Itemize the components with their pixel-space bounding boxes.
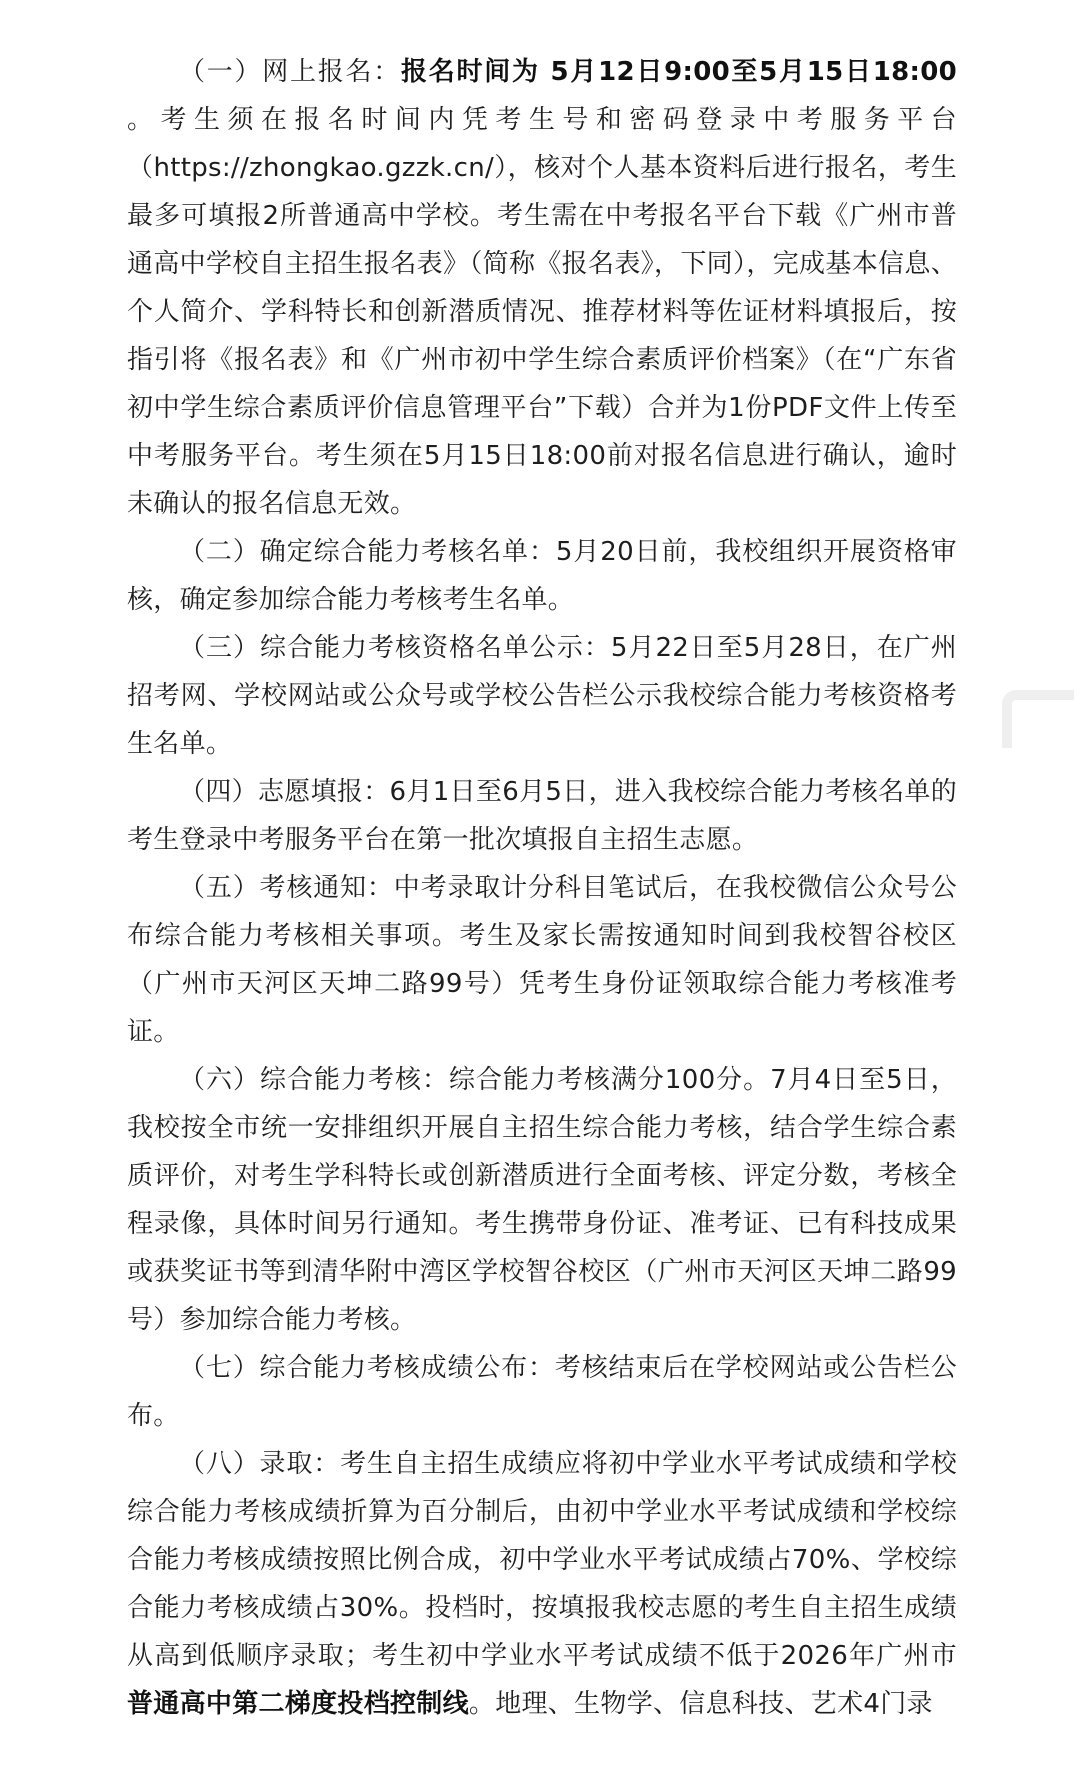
section-5-body: （五）考核通知：中考录取计分科目笔试后，在我校微信公众号公布综合能力考核相关事项。考生及家长需按通知时间到我校智谷校区（广州市天河区天坤二路99号）凭考生身份证领取综合能力考核准考证。	[127, 873, 957, 1047]
document-body	[127, 48, 957, 1728]
section-2-assessment-list	[127, 528, 957, 624]
section-8-body: （八）录取：考生自主招生成绩应将初中学业水平考试成绩和学校综合能力考核成绩折算为百分制后，由初中学业水平考试成绩和学校综合能力考核成绩按照比例合成，初中学业水平考试成绩占70%、学校综合能力考核成绩占30%。投档时，按填报我校志愿的考生自主招生成绩从高到低顺序录取；考生初中学业水平考试成绩不低于2026年广州市	[127, 1449, 957, 1671]
section-5-notice	[127, 864, 957, 1056]
section-8-tail: 。地理、生物学、信息科技、艺术4门录	[468, 1689, 933, 1719]
section-1-body: 。考生须在报名时间内凭考生号和密码登录中考服务平台（https://zhongkao.gzzk.cn/），核对个人基本资料后进行报名，考生最多可填报2所普通高中学校。考生需在中考报名平台下载《广州市普通高中学校自主招生报名表》（简称《报名表》，下同），完成基本信息、个人简介、学科特长和创新潜质情况、推荐材料等佐证材料填报后，按指引将《报名表》和《广州市初中学生综合素质评价档案》（在“广东省初中学生综合素质评价信息管理平台”下载）合并为1份PDF文件上传至中考服务平台。考生须在5月15日18:00前对报名信息进行确认，逾时未确认的报名信息无效。	[127, 105, 957, 519]
section-6-body: （六）综合能力考核：综合能力考核满分100分。7月4日至5日，我校按全市统一安排组织开展自主招生综合能力考核，结合学生综合素质评价，对考生学科特长或创新潜质进行全面考核、评定分数，考核全程录像，具体时间另行通知。考生携带身份证、准考证、已有科技成果或获奖证书等到清华附中湾区学校智谷校区（广州市天河区天坤二路99号）参加综合能力考核。	[127, 1065, 957, 1335]
section-7-body: （七）综合能力考核成绩公布：考核结束后在学校网站或公告栏公布。	[127, 1353, 957, 1431]
section-3-list-publicity	[127, 624, 957, 768]
section-4-body: （四）志愿填报：6月1日至6月5日，进入我校综合能力考核名单的考生登录中考服务平台在第一批次填报自主招生志愿。	[127, 777, 957, 855]
section-1-online-registration	[127, 48, 957, 528]
section-6-assessment	[127, 1056, 957, 1344]
section-2-body: （二）确定综合能力考核名单：5月20日前，我校组织开展资格审核，确定参加综合能力考核考生名单。	[127, 537, 957, 615]
registration-time-highlight: 报名时间为 5月12日9:00至5月15日18:00	[401, 57, 958, 87]
section-1-label: （一）网上报名：	[179, 57, 401, 87]
section-3-body: （三）综合能力考核资格名单公示：5月22日至5月28日，在广州招考网、学校网站或公众号或学校公告栏公示我校综合能力考核资格考生名单。	[127, 633, 957, 759]
control-line-highlight: 普通高中第二梯度投档控制线	[127, 1689, 469, 1719]
section-4-application	[127, 768, 957, 864]
corner-bracket-decoration	[1002, 690, 1074, 748]
section-7-results	[127, 1344, 957, 1440]
section-8-admission	[127, 1440, 957, 1728]
